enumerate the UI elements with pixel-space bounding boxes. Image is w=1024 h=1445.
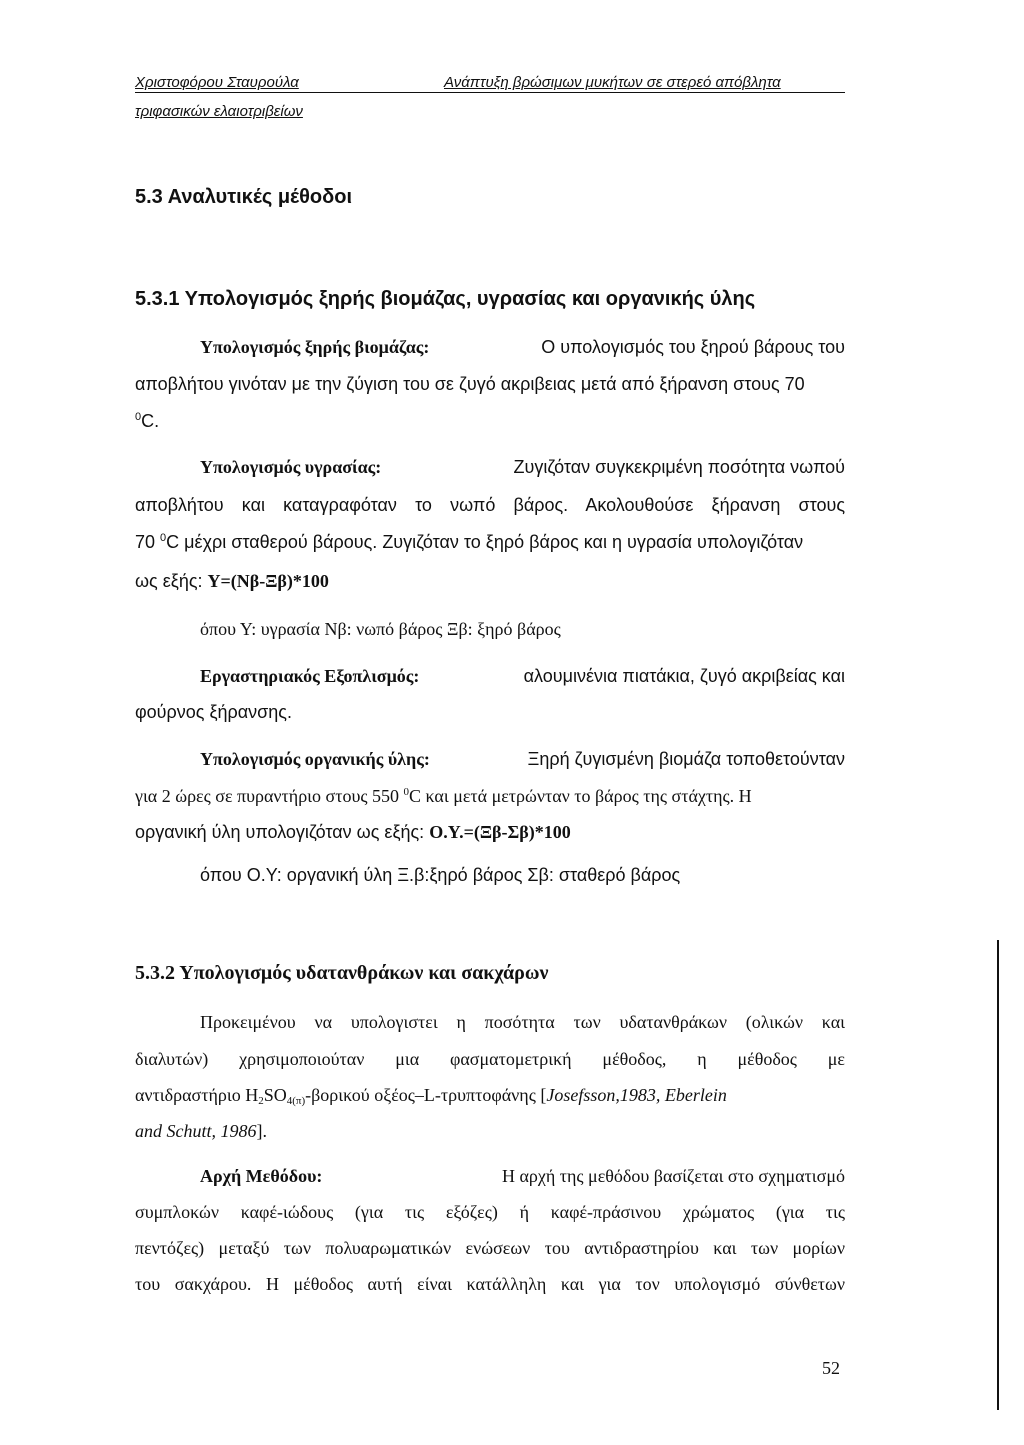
paragraph-equipment (200, 665, 845, 687)
reagent-text: αντιδραστήριο Η (135, 1085, 259, 1105)
paragraph-dry-biomass (200, 336, 845, 358)
text-as-follows: ως εξής: (135, 571, 203, 591)
label-principle: Αρχή Μεθόδου: (200, 1166, 323, 1186)
superscript: 0 (403, 786, 410, 798)
text-organic-3 (135, 821, 571, 843)
text-moisture-1: Ζυγιζόταν συγκεκριμένη ποσότητα νωπού (513, 457, 845, 477)
header-rule (135, 92, 845, 93)
header-author: Χριστοφόρου Σταυρούλα (135, 74, 299, 91)
text-moisture-3c: Ζυγιζόταν το ξηρό βάρος και η υγρασία υπολογιζόταν (382, 532, 804, 552)
principle-line-2: συμπλοκών καφέ-ιώδους (για τις εξόζες) ή καφέ-πράσινου χρώματος (για τις (135, 1202, 845, 1222)
label-dry-biomass: Υπολογισμός ξηρής βιομάζας: (200, 337, 430, 357)
text-dry-biomass-2: αποβλήτου γινόταν με την ζύγιση του σε ζυγό ακριβειας μετά από ξήρανση στους 70 (135, 374, 805, 394)
formula-moisture: Y=(Nβ-Ξβ)*100 (207, 571, 329, 591)
text-dry-biomass-1: Ο υπολογισμός του ξηρού βάρους του (541, 337, 845, 357)
text-principle-1: Η αρχή της μεθόδου βασίζεται στο σχηματισμό (501, 1166, 845, 1186)
paragraph-organic (200, 748, 845, 770)
text-equipment-2: φούρνος ξήρανσης. (135, 702, 292, 722)
text-moisture-2: αποβλήτου και καταγραφόταν το νωπό βάρος. Ακολουθούσε ξήρανση στους (135, 495, 845, 515)
formula-organic: Ο.Υ.=(Ξβ-Σβ)*100 (429, 822, 571, 842)
citation-close: ]. (256, 1121, 267, 1141)
legend-organic: όπου Ο.Υ: οργανική ύλη Ξ.β:ξηρό βάρος Σβ: σταθερό βάρος (200, 865, 681, 885)
citation-2: and Schutt, 1986 (135, 1121, 257, 1141)
text-organic-3a: οργανική ύλη υπολογιζόταν ως εξής: (135, 822, 425, 842)
principle-line-3: πεντόζες) μεταξύ των πολυαρωματικών ενώσεων του αντιδραστηρίου και των μορίων (135, 1238, 845, 1258)
subscript-4: 4(π) (286, 1095, 306, 1107)
section-title: 5.3 Αναλυτικές μέθοδοι (135, 186, 353, 208)
superscript: 0 (135, 411, 142, 423)
text-equipment-1: αλουμινένια πιατάκια, ζυγό ακριβείας και (523, 666, 845, 686)
text-organic-2 (135, 785, 752, 807)
reagent-rest: -βορικού οξέος–L-τρυπτοφάνης [ (305, 1085, 547, 1105)
citation-1: Josefsson,1983, Eberlein (546, 1085, 727, 1105)
reagent-so: SO (263, 1085, 287, 1105)
superscript: 0 (160, 532, 167, 544)
scan-edge-line (997, 940, 999, 1410)
text-moisture-4 (135, 570, 329, 592)
temp-70: 70 (135, 532, 156, 552)
text-organic-2b: C και μετά μετρώνταν το βάρος της στάχτης. Η (409, 786, 752, 806)
label-organic: Υπολογισμός οργανικής ύλης: (200, 749, 430, 769)
text-dry-biomass-3 (135, 410, 159, 432)
unit-c: C. (141, 411, 160, 431)
text-organic-2a: για 2 ώρες σε πυραντήριο στους 550 (135, 786, 400, 806)
text-organic-1: Ξηρή ζυγισμένη βιομάζα τοποθετούνταν (527, 749, 845, 769)
label-equipment: Εργαστηριακός Εξοπλισμός: (200, 666, 420, 686)
header-title-cont: τριφασικών ελαιοτριβείων (135, 103, 303, 120)
header-title: Ανάπτυξη βρώσιμων μυκήτων σε στερεό απόβλητα (444, 74, 781, 91)
carb-line-1: Προκειμένου να υπολογιστει η ποσότητα των υδατανθράκων (ολικών και (200, 1012, 845, 1032)
legend-moisture: όπου Υ: υγρασία Νβ: νωπό βάρος Ξβ: ξηρό βάρος (200, 619, 561, 639)
principle-line-4: του σακχάρου. Η μέθοδος αυτή είναι κατάλληλη και για τον υπολογισμό σύνθετων (135, 1274, 845, 1294)
paragraph-moisture (200, 456, 845, 478)
carb-line-3 (135, 1084, 727, 1106)
carb-line-4 (135, 1120, 267, 1142)
label-moisture: Υπολογισμός υγρασίας: (200, 457, 382, 477)
text-moisture-3 (135, 531, 803, 553)
carb-line-2: διαλυτών) χρησιμοποιούταν μια φασματομετρική μέθοδος, η μέθοδος με (135, 1049, 845, 1069)
subsection-title-532: 5.3.2 Υπολογισμός υδατανθράκων και σακχάρων (135, 962, 549, 984)
subscript-2: 2 (258, 1095, 264, 1107)
paragraph-principle (200, 1165, 845, 1187)
subsection-title-531: 5.3.1 Υπολογισμός ξηρής βιομάζας, υγρασίας και οργανικής ύλης (135, 288, 756, 310)
text-moisture-3b: C μέχρι σταθερού βάρους. (166, 532, 378, 552)
page-number: 52 (822, 1358, 840, 1378)
